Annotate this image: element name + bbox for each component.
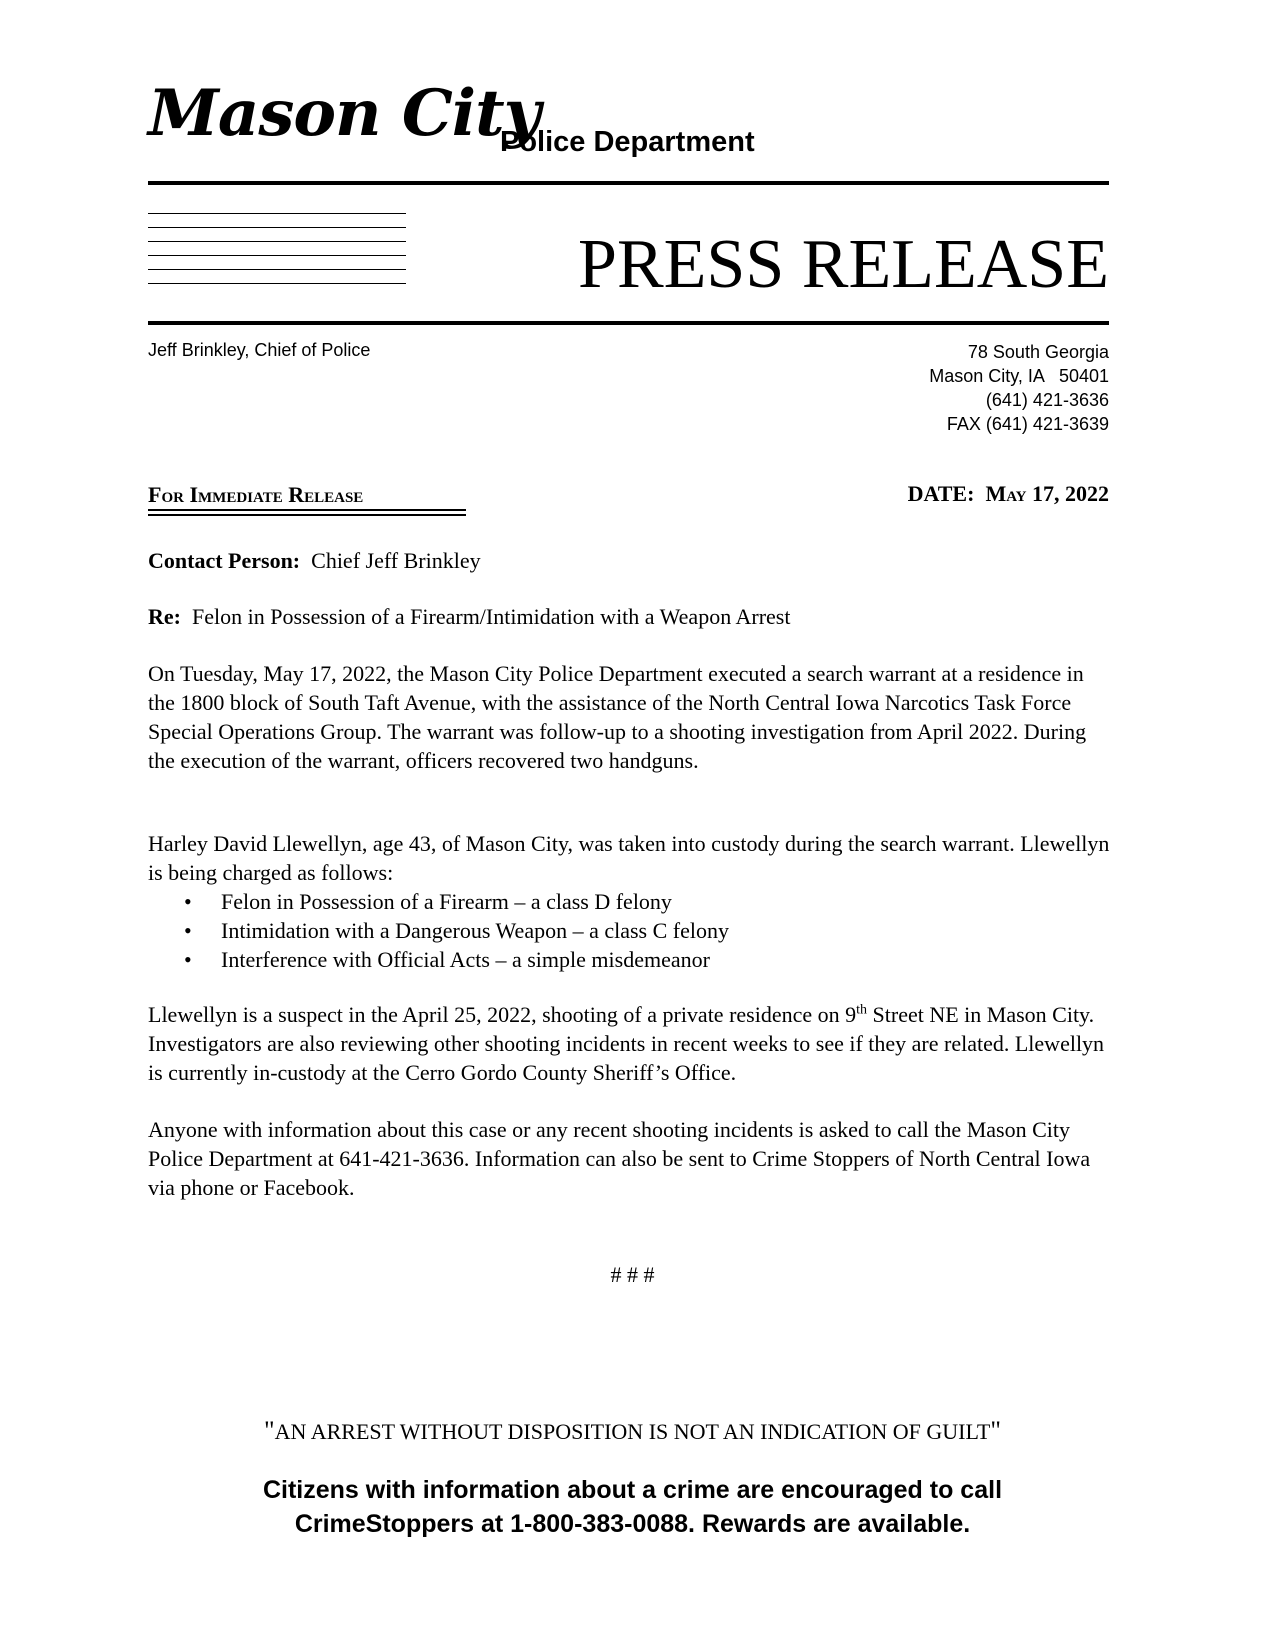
custody-text: Harley David Llewellyn, age 43, of Mason City, was taken into custody during the search warrant. Llewellyn is being charged as follows: <box>148 831 1110 885</box>
suspect-text-b: Street NE in Mason City. Investigators are also reviewing other shooting incidents in recent weeks to see if they are related. Llewellyn is currently in-custody at the Cerro Gordo County Sheriff’s Office. <box>148 1002 1105 1085</box>
paragraph-custody <box>148 829 1113 974</box>
crimestoppers-notice <box>0 1473 1265 1541</box>
end-mark: # # # <box>610 1262 655 1287</box>
address-street: 78 South Georgia <box>967 342 1109 362</box>
date-label: DATE: <box>907 481 975 506</box>
address-fax: FAX (641) 421-3639 <box>946 414 1109 434</box>
address-phone: (641) 421-3636 <box>985 390 1109 410</box>
chief-of-police: Jeff Brinkley, Chief of Police <box>148 340 371 360</box>
press-release-title: PRESS RELEASE <box>578 226 1109 303</box>
charge-item: • Felon in Possession of a Firearm – a class D felony <box>148 887 1113 916</box>
subject-line <box>148 602 1113 631</box>
address-city: Mason City, IA 50401 <box>929 366 1109 386</box>
paragraph-contact-info: Anyone with information about this case or any recent shooting incidents is asked to call the Mason City Police Department at 641-421-3636. Information can also be sent to Crime Stoppers of North Central Iowa via phone or Facebook. <box>148 1117 1091 1200</box>
contact-line <box>148 546 1113 575</box>
paragraph-search-warrant: On Tuesday, May 17, 2022, the Mason City Police Department executed a search warrant at a residence in the 1800 block of South Taft Avenue, with the assistance of the North Central Iowa Narcotics Task Force Special Operations Group. The warrant was follow-up to a shooting investigation from April 2022. During the execution of the warrant, officers recovered two handguns. <box>148 661 1087 773</box>
charge-item: • Intimidation with a Dangerous Weapon – a class C felony <box>148 916 1113 945</box>
suspect-text-a: Llewellyn is a suspect in the April 25, 2022, shooting of a private residence on 9 <box>148 1002 857 1027</box>
ordinal-suffix: th <box>856 1002 868 1018</box>
date-value: May 17, 2022 <box>985 481 1109 506</box>
charges-list <box>148 887 1113 974</box>
contact-value: Chief Jeff Brinkley <box>311 548 481 573</box>
header-divider <box>148 181 1109 185</box>
release-date <box>908 481 1109 507</box>
crimestoppers-line-1: Citizens with information about a crime are encouraged to call <box>262 1476 1003 1504</box>
department-address <box>929 340 1109 436</box>
immediate-release-underline <box>148 509 466 519</box>
title-divider <box>148 321 1109 325</box>
department-name: Police Department <box>500 126 755 158</box>
decorative-lines <box>148 213 406 297</box>
re-label: Re: <box>148 604 181 629</box>
re-value: Felon in Possession of a Firearm/Intimidation with a Weapon Arrest <box>191 604 791 629</box>
paragraph-suspect <box>148 1000 1113 1087</box>
mason-city-logo: Mason City <box>148 76 540 151</box>
charge-item: • Interference with Official Acts – a simple misdemeanor <box>148 945 1113 974</box>
contact-label: Contact Person: <box>148 548 301 573</box>
immediate-release-label: For Immediate Release <box>148 482 364 507</box>
disclaimer-text: AN ARREST WITHOUT DISPOSITION IS NOT AN INDICATION OF GUILT <box>274 1419 991 1444</box>
crimestoppers-line-2: CrimeStoppers at 1-800-383-0088. Rewards are available. <box>294 1510 971 1538</box>
disclaimer: "AN ARREST WITHOUT DISPOSITION IS NOT AN INDICATION OF GUILT" <box>264 1416 1001 1445</box>
